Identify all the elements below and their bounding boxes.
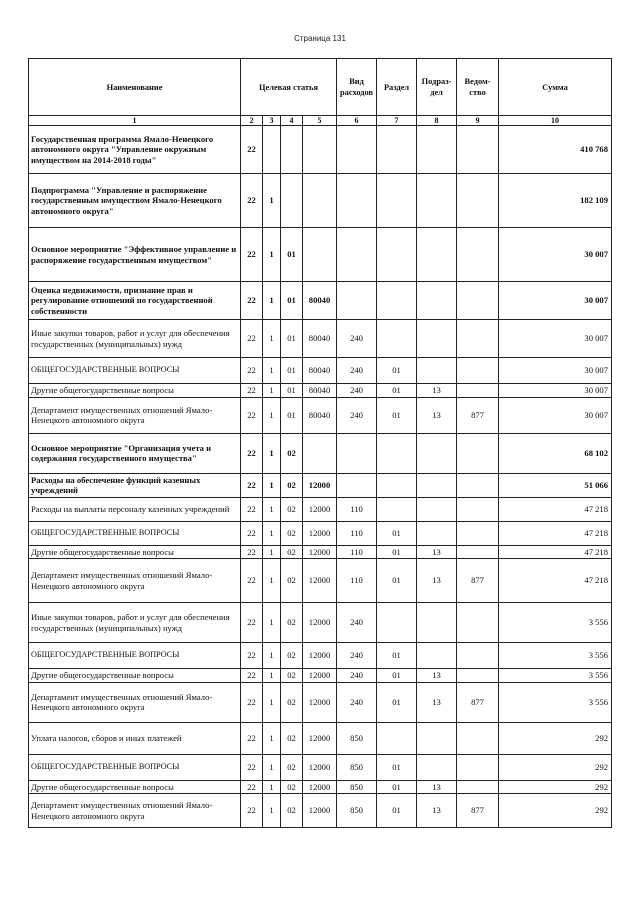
program-digit: 22 [241,397,263,433]
direction-code: 12000 [303,682,337,722]
program-digit: 22 [241,473,263,497]
expense-type-cell: 850 [337,722,377,754]
expense-type-cell: 240 [337,603,377,643]
subsection-cell [417,497,457,521]
direction-code: 80040 [303,358,337,384]
table-row [29,754,612,780]
subsection-cell [417,722,457,754]
department-cell [457,174,499,228]
column-number: 3 [263,116,281,126]
department-cell [457,433,499,473]
row-name: Уплата налогов, сборов и иных платежей [29,722,241,754]
column-number: 8 [417,116,457,126]
subsection-cell: 13 [417,794,457,828]
section-cell [377,320,417,358]
activity-digit: 02 [281,545,303,559]
subsection-cell: 13 [417,682,457,722]
program-digit: 22 [241,794,263,828]
expense-type-cell [337,228,377,282]
row-sum: 3 556 [499,682,612,722]
row-sum: 292 [499,754,612,780]
section-cell: 01 [377,754,417,780]
column-number: 2 [241,116,263,126]
row-sum: 51 066 [499,473,612,497]
page-number: Страница 131 [294,34,346,43]
program-digit: 22 [241,545,263,559]
section-cell [377,174,417,228]
row-sum: 30 007 [499,282,612,320]
subprogram-digit: 1 [263,397,281,433]
row-name: Оценка недвижимости, признание прав и регулирование отношений по государственной собственности [29,282,241,320]
expense-type-cell: 240 [337,384,377,398]
section-cell: 01 [377,794,417,828]
activity-digit: 01 [281,384,303,398]
activity-digit: 01 [281,397,303,433]
row-name: Расходы на обеспечение функций казенных учреждений [29,473,241,497]
expense-type-cell [337,433,377,473]
column-number: 6 [337,116,377,126]
column-number: 10 [499,116,612,126]
table-row [29,433,612,473]
section-cell [377,603,417,643]
column-number-row [29,116,612,126]
subprogram-digit: 1 [263,473,281,497]
row-name: Департамент имущественных отношений Ямало-Ненецкого автономного округа [29,559,241,603]
activity-digit: 01 [281,358,303,384]
expense-type-cell: 240 [337,320,377,358]
expense-type-cell: 850 [337,794,377,828]
activity-digit: 02 [281,643,303,669]
subprogram-digit: 1 [263,174,281,228]
expense-type-cell: 110 [337,497,377,521]
department-cell [457,643,499,669]
row-name: Основное мероприятие "Эффективное управление и распоряжение государственным имуществом" [29,228,241,282]
direction-code: 12000 [303,669,337,683]
section-cell: 01 [377,358,417,384]
row-sum: 47 218 [499,559,612,603]
section-cell: 01 [377,643,417,669]
expense-type-cell: 850 [337,780,377,794]
section-cell: 01 [377,669,417,683]
program-digit: 22 [241,174,263,228]
direction-code: 80040 [303,282,337,320]
subprogram-digit: 1 [263,497,281,521]
table-row [29,228,612,282]
direction-code [303,433,337,473]
row-name: ОБЩЕГОСУДАРСТВЕННЫЕ ВОПРОСЫ [29,358,241,384]
expense-type-cell [337,473,377,497]
table-row [29,545,612,559]
table-row [29,643,612,669]
row-sum: 30 007 [499,397,612,433]
subprogram-digit: 1 [263,320,281,358]
budget-table [28,58,612,828]
program-digit: 22 [241,603,263,643]
table-row [29,603,612,643]
expense-type-cell: 240 [337,682,377,722]
row-name: Основное мероприятие "Организация учета и содержания государственного имущества" [29,433,241,473]
row-name: Подпрограмма "Управление и распоряжение государственным имуществом Ямало-Ненецкого автономного округа" [29,174,241,228]
department-cell [457,358,499,384]
expense-type-cell [337,282,377,320]
header-expense-type: Вид расходов [337,59,377,116]
row-name: Другие общегосударственные вопросы [29,384,241,398]
activity-digit: 01 [281,320,303,358]
row-sum: 410 768 [499,126,612,174]
row-name: Другие общегосударственные вопросы [29,545,241,559]
section-cell [377,282,417,320]
row-sum: 30 007 [499,228,612,282]
table-row [29,794,612,828]
row-sum: 30 007 [499,358,612,384]
subprogram-digit: 1 [263,433,281,473]
section-cell: 01 [377,521,417,545]
department-cell [457,521,499,545]
department-cell [457,126,499,174]
activity-digit: 02 [281,497,303,521]
table-row [29,559,612,603]
department-cell [457,228,499,282]
subsection-cell [417,754,457,780]
direction-code: 80040 [303,397,337,433]
program-digit: 22 [241,682,263,722]
subsection-cell: 13 [417,669,457,683]
department-cell [457,282,499,320]
subprogram-digit: 1 [263,545,281,559]
subprogram-digit: 1 [263,358,281,384]
department-cell [457,603,499,643]
activity-digit [281,174,303,228]
section-cell: 01 [377,397,417,433]
table-row [29,669,612,683]
department-cell [457,545,499,559]
expense-type-cell: 240 [337,358,377,384]
table-body [29,126,612,828]
expense-type-cell: 110 [337,521,377,545]
subprogram-digit: 1 [263,384,281,398]
column-number: 1 [29,116,241,126]
subprogram-digit: 1 [263,754,281,780]
subsection-cell [417,358,457,384]
row-sum: 292 [499,722,612,754]
subprogram-digit: 1 [263,669,281,683]
section-cell: 01 [377,682,417,722]
row-name: ОБЩЕГОСУДАРСТВЕННЫЕ ВОПРОСЫ [29,643,241,669]
row-sum: 3 556 [499,603,612,643]
subsection-cell: 13 [417,545,457,559]
subsection-cell [417,433,457,473]
subprogram-digit [263,126,281,174]
column-number: 7 [377,116,417,126]
row-sum: 47 218 [499,497,612,521]
department-cell [457,669,499,683]
subprogram-digit: 1 [263,643,281,669]
activity-digit: 02 [281,682,303,722]
direction-code [303,174,337,228]
department-cell [457,320,499,358]
expense-type-cell: 240 [337,669,377,683]
row-name: Расходы на выплаты персоналу казенных учреждений [29,497,241,521]
subsection-cell [417,603,457,643]
column-number: 9 [457,116,499,126]
direction-code: 12000 [303,473,337,497]
row-sum: 3 556 [499,643,612,669]
row-name: Департамент имущественных отношений Ямало-Ненецкого автономного округа [29,397,241,433]
section-cell [377,473,417,497]
row-name: Иные закупки товаров, работ и услуг для обеспечения государственных (муниципальных) нужд [29,320,241,358]
direction-code: 12000 [303,643,337,669]
header-section: Раздел [377,59,417,116]
department-cell [457,497,499,521]
program-digit: 22 [241,384,263,398]
direction-code [303,228,337,282]
row-sum: 30 007 [499,384,612,398]
section-cell: 01 [377,545,417,559]
subsection-cell [417,473,457,497]
department-cell [457,473,499,497]
activity-digit: 02 [281,559,303,603]
program-digit: 22 [241,126,263,174]
subsection-cell: 13 [417,559,457,603]
subsection-cell [417,643,457,669]
subprogram-digit: 1 [263,603,281,643]
table-row [29,126,612,174]
direction-code: 80040 [303,320,337,358]
table-row [29,174,612,228]
department-cell: 877 [457,794,499,828]
program-digit: 22 [241,722,263,754]
department-cell [457,754,499,780]
header-department: Ведом-ство [457,59,499,116]
expense-type-cell: 240 [337,643,377,669]
column-number: 5 [303,116,337,126]
activity-digit: 02 [281,521,303,545]
expense-type-cell: 110 [337,559,377,603]
direction-code: 12000 [303,780,337,794]
row-sum: 292 [499,780,612,794]
activity-digit [281,126,303,174]
subsection-cell [417,228,457,282]
row-sum: 182 109 [499,174,612,228]
section-cell: 01 [377,780,417,794]
subsection-cell [417,320,457,358]
section-cell [377,433,417,473]
direction-code: 12000 [303,545,337,559]
direction-code: 12000 [303,497,337,521]
row-sum: 47 218 [499,545,612,559]
activity-digit: 02 [281,722,303,754]
subsection-cell [417,174,457,228]
row-name: Государственная программа Ямало-Ненецкого автономного округа "Управление окружным имуществом на 2014-2018 годы" [29,126,241,174]
subsection-cell: 13 [417,780,457,794]
program-digit: 22 [241,282,263,320]
header-subsection: Подраз-дел [417,59,457,116]
table-row [29,320,612,358]
row-name: Иные закупки товаров, работ и услуг для обеспечения государственных (муниципальных) нужд [29,603,241,643]
subprogram-digit: 1 [263,282,281,320]
table-row [29,497,612,521]
section-cell [377,126,417,174]
expense-type-cell: 850 [337,754,377,780]
program-digit: 22 [241,780,263,794]
section-cell: 01 [377,384,417,398]
subprogram-digit: 1 [263,559,281,603]
section-cell [377,722,417,754]
program-digit: 22 [241,320,263,358]
direction-code [303,126,337,174]
row-name: ОБЩЕГОСУДАРСТВЕННЫЕ ВОПРОСЫ [29,521,241,545]
direction-code: 12000 [303,603,337,643]
row-sum: 292 [499,794,612,828]
subsection-cell [417,521,457,545]
subsection-cell: 13 [417,384,457,398]
subsection-cell: 13 [417,397,457,433]
expense-type-cell: 110 [337,545,377,559]
table-row [29,682,612,722]
activity-digit: 02 [281,780,303,794]
subsection-cell [417,126,457,174]
expense-type-cell: 240 [337,397,377,433]
program-digit: 22 [241,559,263,603]
table-row [29,358,612,384]
activity-digit: 02 [281,433,303,473]
expense-type-cell [337,126,377,174]
row-name: Департамент имущественных отношений Ямало-Ненецкого автономного округа [29,682,241,722]
direction-code: 12000 [303,559,337,603]
activity-digit: 01 [281,282,303,320]
direction-code: 12000 [303,754,337,780]
direction-code: 80040 [303,384,337,398]
activity-digit: 02 [281,669,303,683]
table-row [29,282,612,320]
subsection-cell [417,282,457,320]
subprogram-digit: 1 [263,682,281,722]
row-sum: 68 102 [499,433,612,473]
program-digit: 22 [241,643,263,669]
table-row [29,521,612,545]
header-target-article: Целевая статья [241,59,337,116]
direction-code: 12000 [303,794,337,828]
activity-digit: 02 [281,473,303,497]
row-name: Департамент имущественных отношений Ямало-Ненецкого автономного округа [29,794,241,828]
subprogram-digit: 1 [263,780,281,794]
section-cell [377,497,417,521]
department-cell [457,384,499,398]
row-sum: 30 007 [499,320,612,358]
section-cell: 01 [377,559,417,603]
subprogram-digit: 1 [263,228,281,282]
row-sum: 47 218 [499,521,612,545]
department-cell: 877 [457,559,499,603]
table-row [29,780,612,794]
section-cell [377,228,417,282]
subprogram-digit: 1 [263,794,281,828]
program-digit: 22 [241,433,263,473]
table-row [29,722,612,754]
header-sum: Сумма [499,59,612,116]
department-cell: 877 [457,682,499,722]
row-name: Другие общегосударственные вопросы [29,780,241,794]
program-digit: 22 [241,358,263,384]
table-row [29,384,612,398]
row-sum: 3 556 [499,669,612,683]
subprogram-digit: 1 [263,722,281,754]
program-digit: 22 [241,228,263,282]
program-digit: 22 [241,521,263,545]
department-cell [457,780,499,794]
direction-code: 12000 [303,722,337,754]
program-digit: 22 [241,669,263,683]
row-name: ОБЩЕГОСУДАРСТВЕННЫЕ ВОПРОСЫ [29,754,241,780]
subprogram-digit: 1 [263,521,281,545]
department-cell: 877 [457,397,499,433]
program-digit: 22 [241,497,263,521]
direction-code: 12000 [303,521,337,545]
department-cell [457,722,499,754]
header-name: Наименование [29,59,241,116]
activity-digit: 01 [281,228,303,282]
activity-digit: 02 [281,794,303,828]
table-row [29,473,612,497]
program-digit: 22 [241,754,263,780]
activity-digit: 02 [281,603,303,643]
expense-type-cell [337,174,377,228]
table-row [29,397,612,433]
row-name: Другие общегосударственные вопросы [29,669,241,683]
column-number: 4 [281,116,303,126]
activity-digit: 02 [281,754,303,780]
